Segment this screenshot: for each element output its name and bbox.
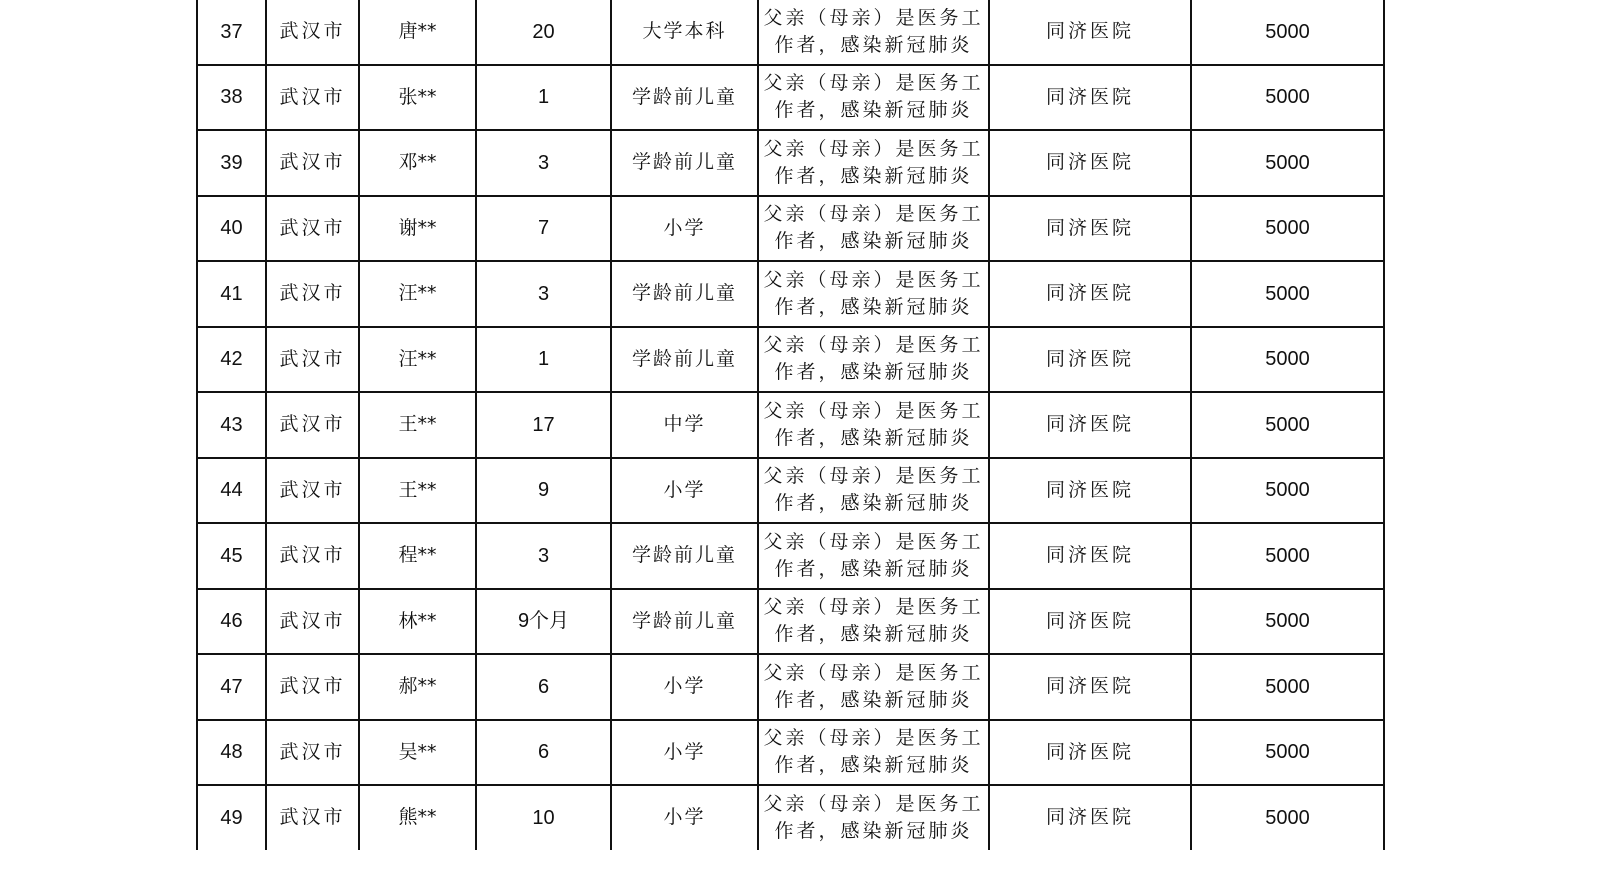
city-cell: 武汉市 (266, 589, 359, 655)
hospital-cell: 同济医院 (989, 523, 1191, 589)
hospital-cell: 同济医院 (989, 720, 1191, 786)
age-cell: 9个月 (476, 589, 611, 655)
row-number: 46 (197, 589, 266, 655)
table-row (197, 720, 1384, 786)
amount-cell: 5000 (1191, 458, 1384, 524)
city-cell: 武汉市 (266, 458, 359, 524)
table-row (197, 0, 1384, 65)
amount-cell: 5000 (1191, 392, 1384, 458)
age-cell: 3 (476, 130, 611, 196)
city-cell: 武汉市 (266, 392, 359, 458)
reason-cell: 父亲（母亲）是医务工作者，感染新冠肺炎 (758, 785, 989, 850)
reason-cell: 父亲（母亲）是医务工作者，感染新冠肺炎 (758, 392, 989, 458)
city-cell: 武汉市 (266, 523, 359, 589)
education-cell: 学龄前儿童 (611, 523, 758, 589)
hospital-cell: 同济医院 (989, 261, 1191, 327)
education-cell: 中学 (611, 392, 758, 458)
assistance-table (196, 0, 1385, 850)
table-row (197, 654, 1384, 720)
row-number: 37 (197, 0, 266, 65)
city-cell: 武汉市 (266, 654, 359, 720)
education-cell: 小学 (611, 458, 758, 524)
table-row (197, 785, 1384, 850)
row-number: 45 (197, 523, 266, 589)
city-cell: 武汉市 (266, 720, 359, 786)
education-cell: 小学 (611, 785, 758, 850)
row-number: 44 (197, 458, 266, 524)
row-number: 48 (197, 720, 266, 786)
reason-cell: 父亲（母亲）是医务工作者，感染新冠肺炎 (758, 458, 989, 524)
table-row (197, 327, 1384, 393)
name-cell: 程** (359, 523, 476, 589)
education-cell: 学龄前儿童 (611, 327, 758, 393)
reason-cell: 父亲（母亲）是医务工作者，感染新冠肺炎 (758, 523, 989, 589)
age-cell: 6 (476, 654, 611, 720)
amount-cell: 5000 (1191, 327, 1384, 393)
age-cell: 6 (476, 720, 611, 786)
table-row (197, 589, 1384, 655)
name-cell: 王** (359, 458, 476, 524)
name-cell: 郝** (359, 654, 476, 720)
row-number: 41 (197, 261, 266, 327)
name-cell: 王** (359, 392, 476, 458)
education-cell: 大学本科 (611, 0, 758, 65)
row-number: 43 (197, 392, 266, 458)
age-cell: 7 (476, 196, 611, 262)
amount-cell: 5000 (1191, 196, 1384, 262)
amount-cell: 5000 (1191, 785, 1384, 850)
row-number: 39 (197, 130, 266, 196)
name-cell: 邓** (359, 130, 476, 196)
city-cell: 武汉市 (266, 0, 359, 65)
reason-cell: 父亲（母亲）是医务工作者，感染新冠肺炎 (758, 589, 989, 655)
reason-cell: 父亲（母亲）是医务工作者，感染新冠肺炎 (758, 130, 989, 196)
age-cell: 9 (476, 458, 611, 524)
hospital-cell: 同济医院 (989, 130, 1191, 196)
reason-cell: 父亲（母亲）是医务工作者，感染新冠肺炎 (758, 327, 989, 393)
reason-cell: 父亲（母亲）是医务工作者，感染新冠肺炎 (758, 65, 989, 131)
row-number: 42 (197, 327, 266, 393)
row-number: 49 (197, 785, 266, 850)
city-cell: 武汉市 (266, 785, 359, 850)
name-cell: 唐** (359, 0, 476, 65)
education-cell: 学龄前儿童 (611, 589, 758, 655)
age-cell: 10 (476, 785, 611, 850)
table-row (197, 65, 1384, 131)
city-cell: 武汉市 (266, 261, 359, 327)
hospital-cell: 同济医院 (989, 458, 1191, 524)
reason-cell: 父亲（母亲）是医务工作者，感染新冠肺炎 (758, 720, 989, 786)
table-row (197, 130, 1384, 196)
name-cell: 谢** (359, 196, 476, 262)
hospital-cell: 同济医院 (989, 327, 1191, 393)
table-row (197, 523, 1384, 589)
table-row (197, 458, 1384, 524)
amount-cell: 5000 (1191, 261, 1384, 327)
age-cell: 3 (476, 261, 611, 327)
name-cell: 吴** (359, 720, 476, 786)
name-cell: 汪** (359, 327, 476, 393)
hospital-cell: 同济医院 (989, 785, 1191, 850)
city-cell: 武汉市 (266, 327, 359, 393)
age-cell: 17 (476, 392, 611, 458)
table-body (197, 0, 1384, 850)
reason-cell: 父亲（母亲）是医务工作者，感染新冠肺炎 (758, 196, 989, 262)
hospital-cell: 同济医院 (989, 392, 1191, 458)
city-cell: 武汉市 (266, 130, 359, 196)
education-cell: 小学 (611, 196, 758, 262)
name-cell: 张** (359, 65, 476, 131)
reason-cell: 父亲（母亲）是医务工作者，感染新冠肺炎 (758, 654, 989, 720)
education-cell: 小学 (611, 654, 758, 720)
hospital-cell: 同济医院 (989, 589, 1191, 655)
education-cell: 小学 (611, 720, 758, 786)
amount-cell: 5000 (1191, 720, 1384, 786)
row-number: 40 (197, 196, 266, 262)
row-number: 47 (197, 654, 266, 720)
amount-cell: 5000 (1191, 654, 1384, 720)
education-cell: 学龄前儿童 (611, 261, 758, 327)
city-cell: 武汉市 (266, 65, 359, 131)
amount-cell: 5000 (1191, 130, 1384, 196)
hospital-cell: 同济医院 (989, 654, 1191, 720)
city-cell: 武汉市 (266, 196, 359, 262)
amount-cell: 5000 (1191, 65, 1384, 131)
name-cell: 林** (359, 589, 476, 655)
age-cell: 3 (476, 523, 611, 589)
row-number: 38 (197, 65, 266, 131)
age-cell: 1 (476, 65, 611, 131)
reason-cell: 父亲（母亲）是医务工作者，感染新冠肺炎 (758, 0, 989, 65)
hospital-cell: 同济医院 (989, 0, 1191, 65)
table-row (197, 261, 1384, 327)
age-cell: 20 (476, 0, 611, 65)
name-cell: 汪** (359, 261, 476, 327)
hospital-cell: 同济医院 (989, 65, 1191, 131)
amount-cell: 5000 (1191, 523, 1384, 589)
reason-cell: 父亲（母亲）是医务工作者，感染新冠肺炎 (758, 261, 989, 327)
table-row (197, 196, 1384, 262)
education-cell: 学龄前儿童 (611, 130, 758, 196)
education-cell: 学龄前儿童 (611, 65, 758, 131)
amount-cell: 5000 (1191, 589, 1384, 655)
amount-cell: 5000 (1191, 0, 1384, 65)
age-cell: 1 (476, 327, 611, 393)
hospital-cell: 同济医院 (989, 196, 1191, 262)
name-cell: 熊** (359, 785, 476, 850)
table-row (197, 392, 1384, 458)
